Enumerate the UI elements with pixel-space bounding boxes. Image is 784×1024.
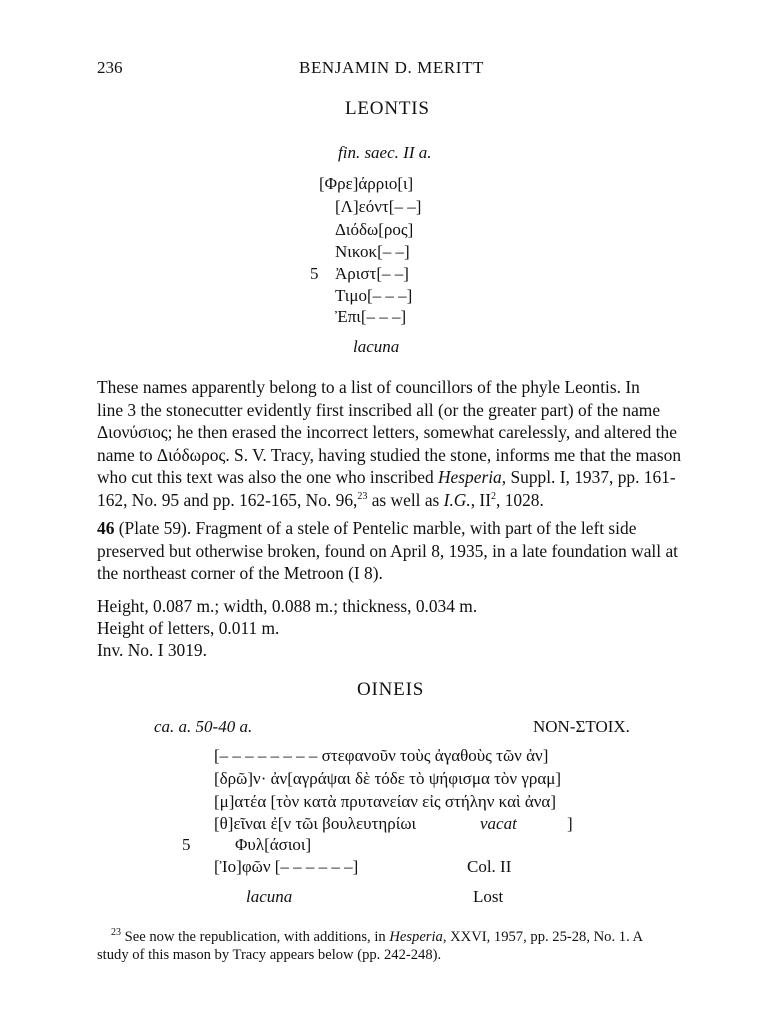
leontis-lacuna: lacuna bbox=[353, 337, 400, 356]
leontis-line-7: Ἐπι[– – –] bbox=[335, 307, 407, 326]
ig-citation: I.G. bbox=[443, 489, 471, 510]
section-title-oineis: OINEIS bbox=[357, 679, 425, 700]
oineis-line-number-5: 5 bbox=[182, 835, 191, 854]
leontis-line-number-5: 5 bbox=[310, 264, 319, 283]
entry-46-line-2: preserved but otherwise broken, found on April 8, 1935, in a late foundation wall at bbox=[97, 540, 678, 561]
oineis-line-2: [δρῶ]ν· ἀν[αγράψαι δὲ τόδε τὸ ψήφισμα τὸν γραμ] bbox=[214, 769, 562, 788]
section-title-leontis: LEONTIS bbox=[345, 98, 430, 119]
oineis-vacat: vacat bbox=[480, 814, 517, 833]
commentary-line-3: Διονύσιος; he then erased the incorrect letters, somewhat carelessly, and altered the bbox=[97, 422, 677, 442]
commentary-line-5: who cut this text was also the one who inscribed Hesperia, Suppl. I, 1937, pp. 161- bbox=[97, 467, 676, 487]
leontis-date: fin. saec. II a. bbox=[338, 143, 432, 162]
measurement-letters: Height of letters, 0.011 m. bbox=[97, 618, 280, 638]
oineis-line-6: [Ἰο]φῶν [– – – – – –] bbox=[214, 857, 359, 876]
footnote-23 bbox=[97, 928, 729, 964]
measurement-dimensions: Height, 0.087 m.; width, 0.088 m.; thickness, 0.034 m. bbox=[97, 596, 478, 616]
leontis-line-3: Διόδω[ρος] bbox=[335, 220, 414, 239]
inventory-number: Inv. No. I 3019. bbox=[97, 640, 207, 660]
entry-46-line-1: 46 (Plate 59). Fragment of a stele of Pentelic marble, with part of the left side bbox=[97, 518, 637, 538]
leontis-line-1: [Φρε]άρριο[ι] bbox=[319, 174, 414, 193]
commentary-paragraph bbox=[97, 376, 727, 511]
commentary-line-6: 162, No. 95 and pp. 162-165, No. 96,23 as well as I.G., $II^2$, 1028. bbox=[97, 489, 544, 510]
oineis-lacuna: lacuna bbox=[246, 887, 293, 906]
leontis-line-2: [Λ]εόντ[– –] bbox=[335, 197, 422, 216]
commentary-line-1: These names apparently belong to a list of councillors of the phyle Leontis. In bbox=[97, 377, 640, 397]
footnote-line-2: study of this mason by Tracy appears below (pp. 242-248). bbox=[97, 947, 442, 963]
entry-46-line-3: the northeast corner of the Metroon (I 8). bbox=[97, 563, 383, 583]
page-number: 236 bbox=[97, 58, 123, 77]
leontis-line-5: Ἀριστ[– –] bbox=[335, 264, 409, 283]
commentary-line-4: name to Διόδωρος. S. V. Tracy, having studied the stone, informs me that the mason bbox=[97, 444, 682, 465]
footnote-number: 23 bbox=[111, 927, 121, 939]
oineis-line-3: [μ]ατέα [τὸν κατὰ πρυτανείαν εἰς στήλην καὶ ἀνα] bbox=[214, 792, 556, 811]
footnote-ref-23[interactable]: 23 bbox=[357, 490, 368, 502]
oineis-date: ca. a. 50-40 a. bbox=[154, 717, 253, 736]
hesperia-citation: Hesperia bbox=[438, 467, 502, 487]
running-head: BENJAMIN D. MERITT bbox=[299, 58, 485, 77]
oineis-line-5: Φυλ[άσιοι] bbox=[235, 835, 312, 854]
commentary-line-2: line 3 the stonecutter evidently first inscribed all (or the greater part) of the name bbox=[97, 399, 661, 420]
oineis-col-ii: Col. II bbox=[467, 857, 512, 876]
entry-number: 46 bbox=[97, 518, 115, 538]
oineis-line-1: [– – – – – – – – στεφανοῦν τοὺς ἀγαθοὺς τῶν ἀν] bbox=[214, 746, 549, 765]
oineis-line-4-bracket: ] bbox=[567, 814, 573, 833]
leontis-line-6: Τιμο[– – –] bbox=[335, 286, 413, 305]
oineis-line-4: [θ]εῖναι ἐ[ν τῶι βουλευτηρίωι bbox=[214, 814, 417, 833]
entry-46-description bbox=[97, 517, 727, 585]
oineis-lost: Lost bbox=[473, 887, 504, 906]
oineis-style-note: NON-ΣΤΟΙΧ. bbox=[533, 717, 630, 736]
footnote-line-1: $^{23}$ See now the republication, with additions, in Hesperia, XXVI, 1957, pp. 25-28, No. 1. A bbox=[111, 927, 644, 945]
leontis-line-4: Νικοκ[– –] bbox=[335, 242, 410, 261]
footnote-hesperia: Hesperia bbox=[389, 929, 443, 945]
